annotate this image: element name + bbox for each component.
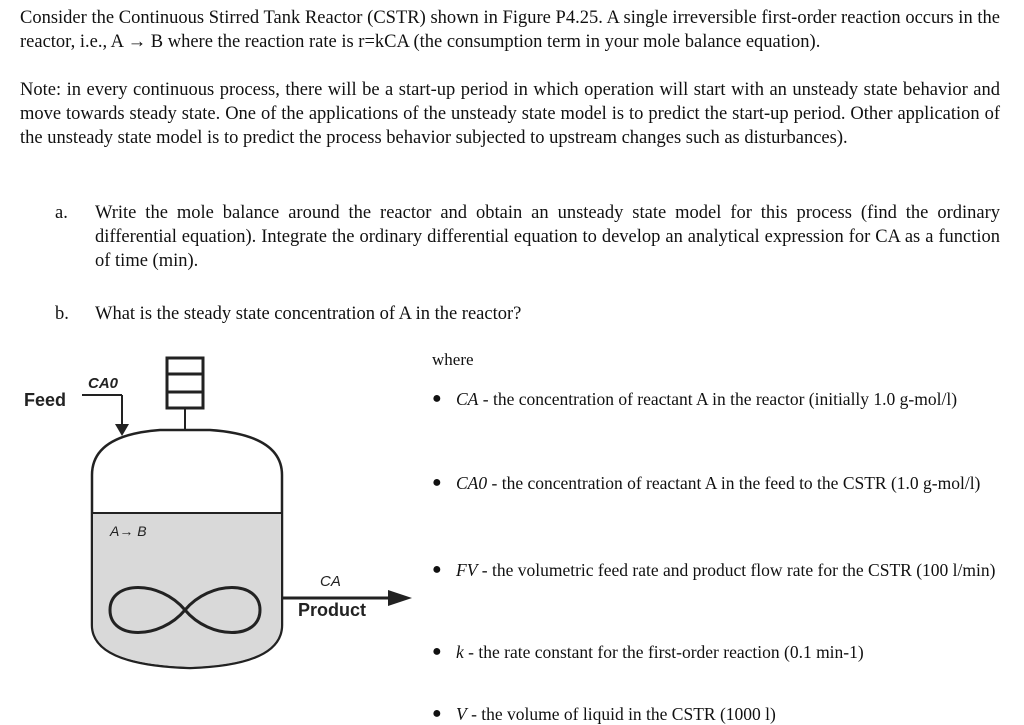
definition-item xyxy=(432,703,996,725)
question-text: Write the mole balance around the reactor and obtain an unsteady state model for this process (find the ordinary differential equation). Integrate the ordinary differential equation to develop an analytical expression for CA as a function of time (min). xyxy=(95,203,1000,271)
question-text: What is the steady state concentration of A in the reactor? xyxy=(95,304,522,324)
reaction-label: A→ B xyxy=(110,523,147,539)
definition-text: - the volume of liquid in the CSTR (1000 l) xyxy=(466,704,776,724)
bullet-icon: ● xyxy=(432,705,442,722)
bullet-icon: ● xyxy=(432,474,442,491)
product-label: Product xyxy=(298,600,367,620)
product-arrow-icon xyxy=(388,590,412,606)
definition-text: - the rate constant for the first-order reaction (0.1 min-1) xyxy=(463,642,864,662)
cstr-diagram xyxy=(0,340,430,670)
definition-item xyxy=(432,641,996,663)
question-letter: a. xyxy=(55,203,68,223)
definition-text: - the volumetric feed rate and product flow rate for the CSTR (100 l/min) xyxy=(477,560,996,580)
feed-arrow-icon xyxy=(115,424,129,436)
where-label: where xyxy=(432,350,474,369)
definition-symbol: CA xyxy=(456,389,479,409)
definition-item xyxy=(432,559,996,581)
definition-symbol: FV xyxy=(456,560,478,580)
definition-text: - the concentration of reactant A in the feed to the CSTR (1.0 g-mol/l) xyxy=(487,473,981,493)
definition-item xyxy=(432,472,996,494)
definition-text: - the concentration of reactant A in the reactor (initially 1.0 g-mol/l) xyxy=(478,389,958,409)
intro-paragraph: Consider the Continuous Stirred Tank Reactor (CSTR) shown in Figure P4.25. A single irreversible first-order reaction occurs in the reactor, i.e., A → B where the reaction rate is r=kCA (the consumption term in your mole balance equation). xyxy=(20,8,1000,52)
definition-item xyxy=(432,388,996,410)
motor-box xyxy=(167,358,203,408)
note-paragraph: Note: in every continuous process, there will be a start-up period in which operation will start with an unsteady state behavior and move towards steady state. One of the applications of the unsteady state model is to predict the start-up period. Other application of the unsteady state model is to predict the process behavior subjected to upstream changes such as disturbances). xyxy=(20,80,1000,148)
definition-list xyxy=(432,388,996,724)
definition-symbol: k xyxy=(456,642,464,662)
feed-concentration-label: CA0 xyxy=(88,375,119,392)
bullet-icon: ● xyxy=(432,643,442,660)
outlet-concentration-label: CA xyxy=(320,573,341,590)
bullet-icon: ● xyxy=(432,561,442,578)
definition-symbol: V xyxy=(456,704,467,724)
question-letter: b. xyxy=(55,304,69,324)
feed-label: Feed xyxy=(24,390,67,410)
bullet-icon: ● xyxy=(432,390,442,407)
definition-symbol: CA0 xyxy=(456,473,488,493)
